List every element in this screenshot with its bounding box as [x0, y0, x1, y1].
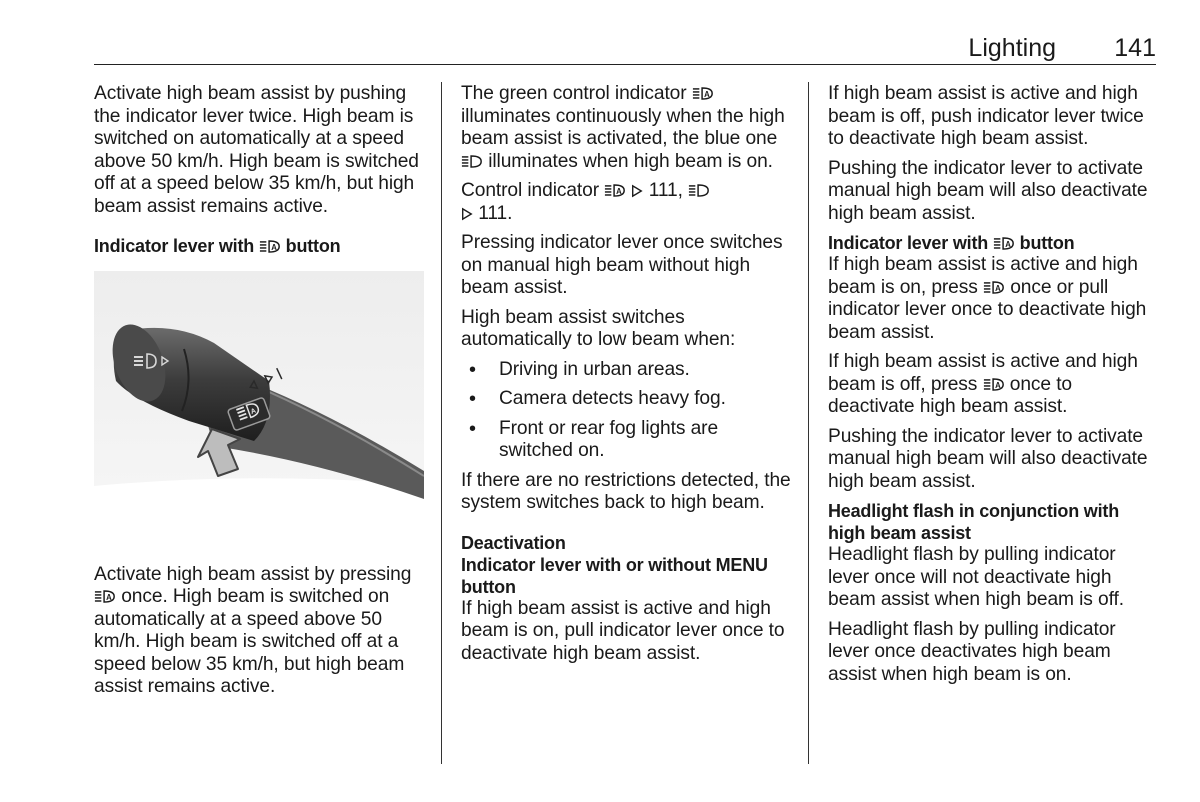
paragraph: Pressing indicator lever once switches on manual high beam without high beam assist.: [461, 232, 783, 298]
section-heading: Deactivation: [461, 532, 566, 553]
paragraph: If there are no restrictions detected, the system switches back to high beam.: [461, 469, 791, 513]
paragraph: Pushing the indicator lever to activate manual high beam will also deactivate high beam assist.: [828, 157, 1148, 224]
paragraph: If high beam assist is active and high beam is on, press once or pull indicator lever once to deactivate high beam assist.: [828, 254, 1147, 343]
section-title: Lighting: [968, 34, 1056, 62]
page-reference-icon: [631, 184, 643, 198]
paragraph: Activate high beam assist by pushing the indicator lever twice. High beam is switched on automatically at a speed above 50 km/h. High beam is switched off at a speed below 35 km/h, but high beam assist remains active.: [94, 83, 419, 217]
paragraph: Activate high beam assist by pressing once. High beam is switched on automatically at a speed above 50 km/h. High beam is switched off at a speed below 35 km/h, but high beam assist remains active.: [94, 563, 412, 697]
list-item: • Driving in urban areas.: [461, 359, 795, 382]
page-number: 141: [1114, 34, 1156, 62]
subheading: Indicator lever with or without MENU button: [461, 554, 768, 597]
column-3: [828, 83, 1158, 693]
subheading: Headlight flash in conjunction with high beam assist: [828, 501, 1119, 543]
paragraph: Pushing the indicator lever to activate manual high beam will also deactivate high beam assist.: [828, 425, 1148, 492]
high-beam-assist-icon: [604, 183, 626, 198]
paragraph: Control indicator 111, 111.: [461, 180, 795, 225]
high-beam-icon: [688, 183, 710, 198]
subheading: Indicator lever with button: [828, 233, 1075, 253]
svg-text:A: A: [249, 407, 258, 416]
paragraph: Headlight flash by pulling indicator lever once deactivates high beam assist when high beam is on.: [828, 618, 1116, 685]
high-beam-icon: [461, 154, 483, 169]
paragraph: If high beam assist is active and high beam is off, press once to deactivate high beam assist.: [828, 351, 1138, 417]
high-beam-assist-icon: [94, 589, 116, 604]
list-item: • Camera detects heavy fog.: [461, 388, 795, 411]
high-beam-assist-icon: [692, 86, 714, 101]
indicator-lever-illustration: [94, 271, 424, 539]
page-header: [94, 30, 1156, 65]
paragraph: Headlight flash by pulling indicator lever once will not deactivate high beam assist when high beam is off.: [828, 544, 1124, 610]
page-reference-icon: [461, 207, 473, 221]
list-item: • Front or rear fog lights are switched on.: [461, 418, 795, 463]
paragraph: If high beam assist is active and high beam is off, push indicator lever twice to deactivate high beam assist.: [828, 83, 1144, 149]
high-beam-assist-icon: [993, 236, 1015, 251]
column-1: [94, 83, 428, 706]
column-divider: [808, 82, 809, 764]
bullet-list: [461, 359, 795, 463]
column-divider: [441, 82, 442, 764]
high-beam-assist-icon: [983, 280, 1005, 295]
high-beam-assist-icon: [983, 377, 1005, 392]
subheading: Indicator lever with button: [94, 236, 341, 256]
column-2: [461, 83, 795, 672]
paragraph: The green control indicator illuminates continuously when the high beam assist is activated, the blue one illuminates when high beam is on.: [461, 83, 785, 172]
high-beam-assist-icon: [259, 239, 281, 254]
paragraph: High beam assist switches automatically to low beam when:: [461, 306, 736, 350]
paragraph: If high beam assist is active and high beam is on, pull indicator lever once to deactivate high beam assist.: [461, 597, 785, 664]
